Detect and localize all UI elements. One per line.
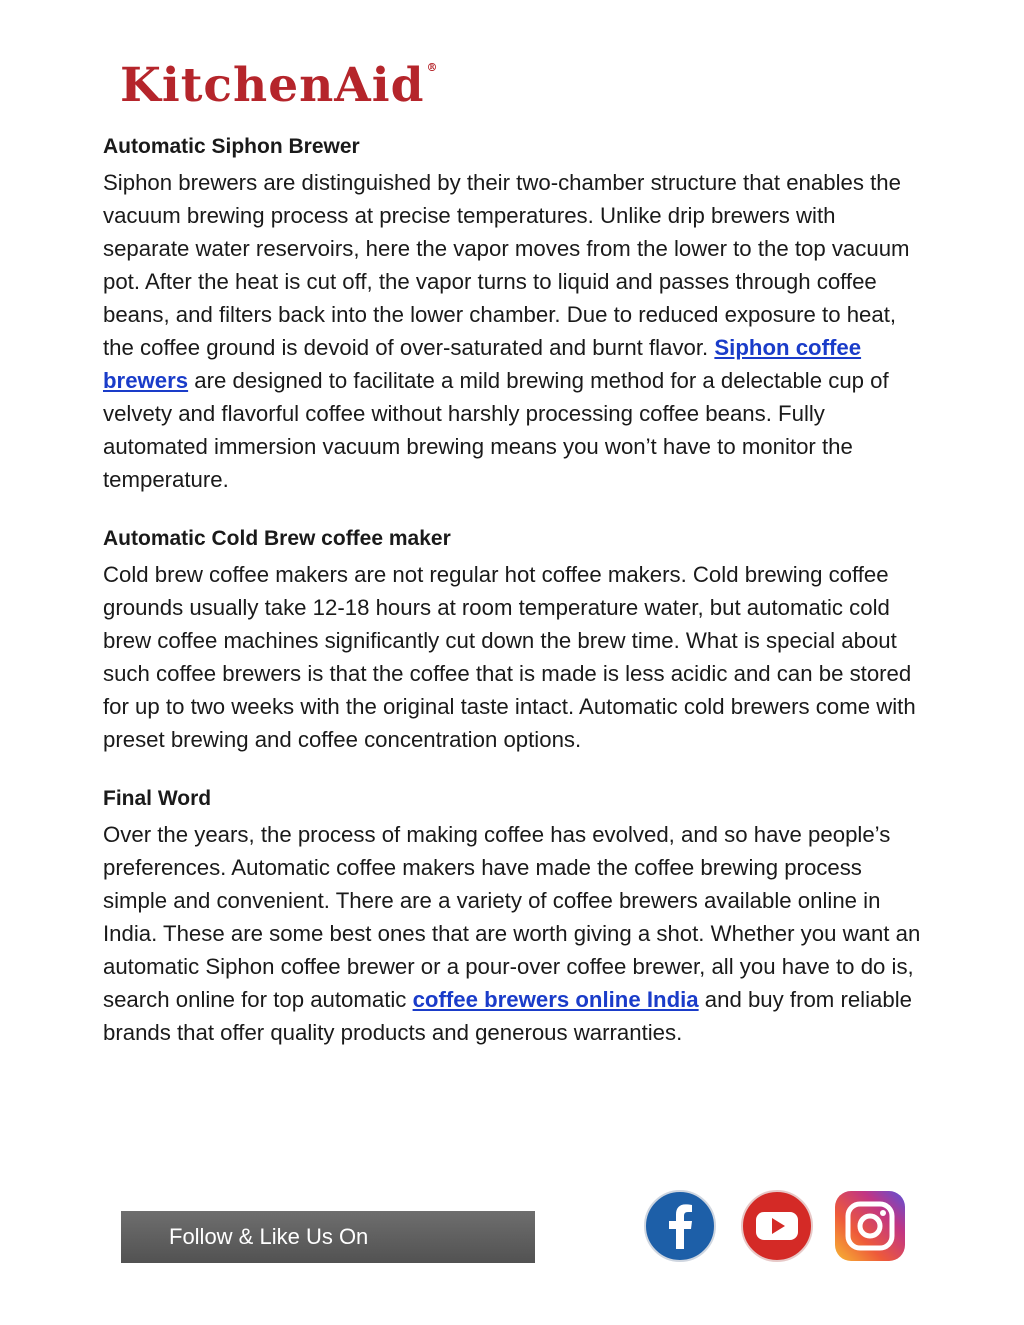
kitchenaid-logo [120,58,439,113]
article-body [103,132,923,1077]
coffee-brewers-online-india-link[interactable]: coffee brewers online India [412,987,699,1012]
siphon-coffee-brewers-link[interactable]: Siphon coffee brewers [103,335,862,393]
section-siphon-brewer [103,132,923,496]
section-paragraph [103,166,923,496]
section-heading: Final Word [103,787,212,810]
facebook-icon[interactable] [643,1189,717,1263]
section-paragraph: Cold brew coffee makers are not regular hot coffee makers. Cold brewing coffee grounds usually take 12-18 hours at room temperature water, but automatic cold brew coffee machines significantly cut down the brew time. What is special about such coffee brewers is that the coffee that is made is less acidic and can be stored for up to two weeks with the original taste intact. Automatic cold brewers come with preset brewing and coffee concentration options. [103,562,916,752]
paragraph-text: Siphon brewers are distinguished by their two-chamber structure that enables the vacuum brewing process at precise temperatures. Unlike drip brewers with separate water reservoirs, here the vapor moves from the lower to the top vacuum pot. After the heat is cut off, the vapor turns to liquid and passes through coffee beans, and filters back into the lower chamber. Due to reduced exposure to heat, the coffee ground is devoid of over-saturated and burnt flavor. [103,170,910,360]
section-cold-brew [103,524,923,756]
paragraph-text: and buy from reliable brands that offer quality products and generous warranties. [103,987,912,1045]
logo-registered-mark: ® [426,61,439,74]
section-heading: Automatic Cold Brew coffee maker [103,527,451,550]
instagram-icon[interactable] [833,1189,907,1263]
follow-us-banner: Follow & Like Us On [121,1211,535,1263]
paragraph-text: are designed to facilitate a mild brewing method for a delectable cup of velvety and flavorful coffee without harshly processing coffee beans. Fully automated immersion vacuum brewing means you won’t have to monitor the temperature. [103,368,889,492]
section-paragraph [103,818,923,1049]
logo-text: KitchenAid [120,58,425,113]
section-heading: Automatic Siphon Brewer [103,135,360,158]
section-final-word [103,784,923,1049]
paragraph-text: Over the years, the process of making coffee has evolved, and so have people’s preferences. Automatic coffee makers have made the coffee brewing process simple and convenient. There are a variety of coffee brewers available online in India. These are some best ones that are worth giving a shot. Whether you want an automatic Siphon coffee brewer or a pour-over coffee brewer, all you have to do is, search online for top automatic [103,822,921,1012]
youtube-icon[interactable] [740,1189,814,1263]
